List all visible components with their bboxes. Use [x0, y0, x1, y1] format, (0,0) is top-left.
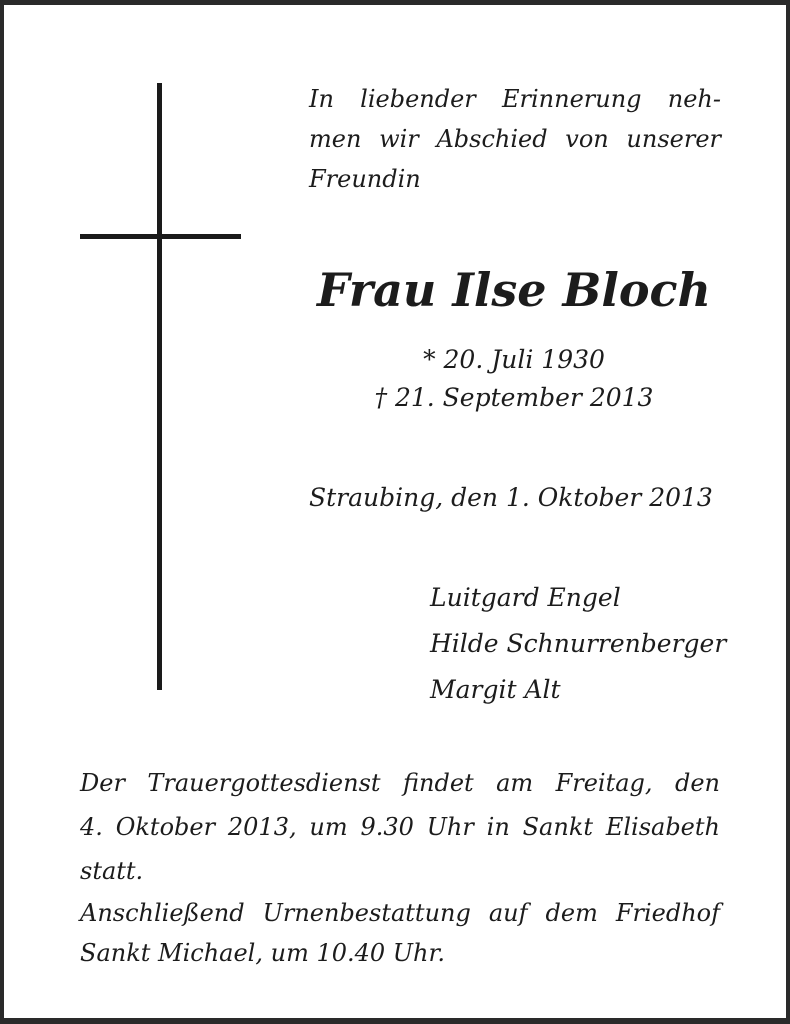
intro-text — [309, 79, 721, 199]
intro-line: Freundin — [309, 165, 421, 193]
service-line: statt. — [80, 857, 144, 885]
cross-vertical-bar — [157, 83, 162, 690]
intro-line: men wir Abschied von unserer — [309, 125, 721, 153]
signer-name: Luitgard Engel — [430, 583, 621, 612]
birth-date: * 20. Juli 1930 — [423, 345, 605, 374]
service-line: 4. Oktober 2013, um 9.30 Uhr in Sankt Elisabeth — [80, 813, 720, 841]
burial-info — [80, 893, 720, 973]
signer-name: Hilde Schnurrenberger — [430, 629, 727, 658]
place-and-date: Straubing, den 1. Oktober 2013 — [309, 483, 713, 512]
service-line: Der Trauergottesdienst findet am Freitag, den — [80, 769, 720, 797]
life-dates — [304, 341, 724, 417]
signers-list — [430, 575, 726, 713]
signer-name: Margit Alt — [430, 675, 561, 704]
death-date: † 21. September 2013 — [374, 383, 654, 412]
cross-horizontal-bar — [80, 234, 241, 239]
burial-line: Sankt Michael, um 10.40 Uhr. — [80, 939, 445, 967]
burial-line: Anschließend Urnenbestattung auf dem Friedhof — [80, 899, 720, 927]
intro-line: In liebender Erinnerung neh- — [309, 85, 721, 113]
deceased-name: Frau Ilse Bloch — [316, 263, 711, 317]
service-info — [80, 761, 720, 893]
